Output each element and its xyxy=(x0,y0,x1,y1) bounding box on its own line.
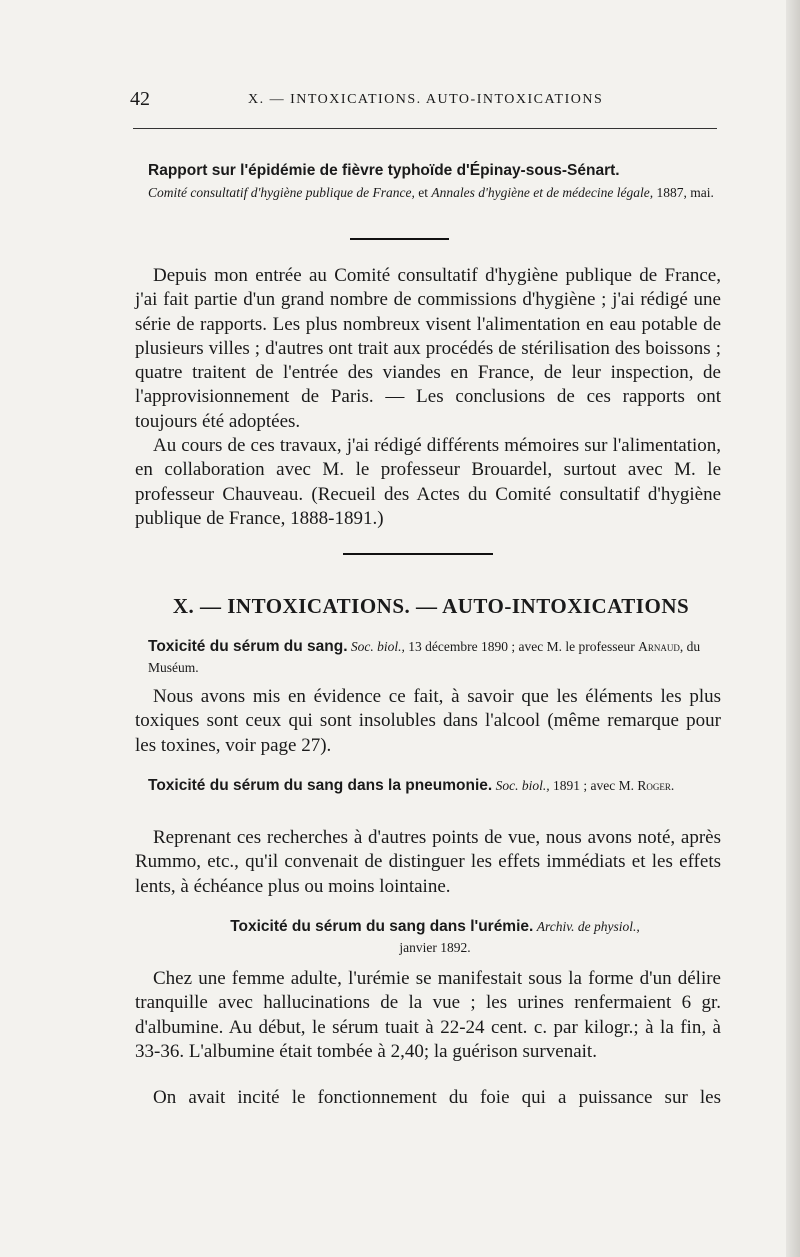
source-date: 1891 ; avec M. xyxy=(549,778,638,793)
source-committee: Comité consultatif d'hygiène publique de France, xyxy=(148,185,415,200)
source-end: . xyxy=(670,778,675,793)
source-annales: Annales d'hygiène et de médecine légale, xyxy=(431,185,654,200)
entry-title: Toxicité du sérum du sang dans l'urémie. xyxy=(230,918,534,935)
source-journal: Archiv. de physiol., xyxy=(536,919,640,934)
source-affiliation: , du Muséum. xyxy=(148,639,701,675)
section-title: X. — INTOXICATIONS. — AUTO-INTOXICATIONS xyxy=(172,594,690,618)
running-head xyxy=(130,88,720,118)
source-date: 13 décembre 1890 ; avec M. le professeur xyxy=(404,639,639,654)
running-title: X. — INTOXICATIONS. AUTO-INTOXICATIONS xyxy=(248,92,604,107)
header-rule xyxy=(133,128,717,129)
source-journal: Soc. biol., xyxy=(495,778,550,793)
source-journal: Soc. biol., xyxy=(350,639,405,654)
paragraph-rummo xyxy=(135,826,721,899)
entry-rapport-epinay xyxy=(148,160,728,203)
entry-title: Toxicité du sérum du sang dans la pneumonie. xyxy=(148,777,493,794)
paragraph-text: Depuis mon entrée au Comité consultatif d'hygiène publique de France, j'ai fait partie d'un grand nombre de commissions d'hygiène ; j'ai rédigé une série de rapports. Les plus nombreux visent l'alimentation en eau potable de plusieurs villes ; d'autres ont trait aux procédés de stérilisation des boissons ; quatre traitent de l'entrée des viandes en France, de leur inspection, de l'approvisionnement de Paris. — Les conclusions de ces rapports ont toujours été adoptées. xyxy=(135,265,721,432)
paragraph-toxiques xyxy=(135,685,721,758)
paragraph-femme-adulte xyxy=(135,967,721,1064)
paragraph-text: Au cours de ces travaux, j'ai rédigé différents mémoires sur l'alimentation, en collaboration avec M. le professeur Brouardel, surtout avec M. le professeur Chauveau. (Recueil des Actes du Comité consultatif d'hygiène publique de France, 1888-1891.) xyxy=(135,435,721,529)
paragraph-travaux xyxy=(135,434,721,531)
page-number: 42 xyxy=(130,88,150,110)
paragraph-foie xyxy=(135,1086,721,1110)
source-and: et xyxy=(414,185,432,200)
entry-uremie xyxy=(160,916,710,958)
coauthor-name: Arnaud xyxy=(638,639,680,654)
entry-toxicite-serum xyxy=(148,636,720,678)
section-rule xyxy=(343,553,493,555)
entry-title: Rapport sur l'épidémie de fièvre typhoïde d'Épinay-sous-Sénart. xyxy=(148,162,620,179)
source-date: 1887, mai. xyxy=(653,185,714,200)
entry-source xyxy=(148,182,728,203)
entry-pneumonie xyxy=(148,775,720,796)
separator-rule xyxy=(350,238,449,240)
coauthor-name: Roger xyxy=(637,778,671,793)
paragraph-text: Nous avons mis en évidence ce fait, à savoir que les éléments les plus toxiques sont ceux qui sont insolubles dans l'alcool (même remarque pour les toxines, voir page 27). xyxy=(135,686,721,756)
paragraph-text: Reprenant ces recherches à d'autres points de vue, nous avons noté, après Rummo, etc., qu'il convenait de distinguer les effets immédiats et les effets lents, à échéance plus ou moins lointaine. xyxy=(135,827,721,897)
source-date: janvier 1892. xyxy=(399,940,471,955)
paragraph-text: Chez une femme adulte, l'urémie se manifestait sous la forme d'un délire tranquille avec hallucinations de la vue ; les urines renfermaient 6 gr. d'albumine. Au début, le sérum tuait à 22-24 cent. c. par kilogr.; à la fin, à 33-36. L'albumine était tombée à 2,40; la guérison survenait. xyxy=(135,968,721,1062)
paragraph-text: On avait incité le fonctionnement du foie qui a puissance sur les xyxy=(153,1087,721,1108)
entry-title: Toxicité du sérum du sang. xyxy=(148,638,348,655)
paragraph-comite xyxy=(135,264,721,434)
page-edge xyxy=(786,0,800,1257)
